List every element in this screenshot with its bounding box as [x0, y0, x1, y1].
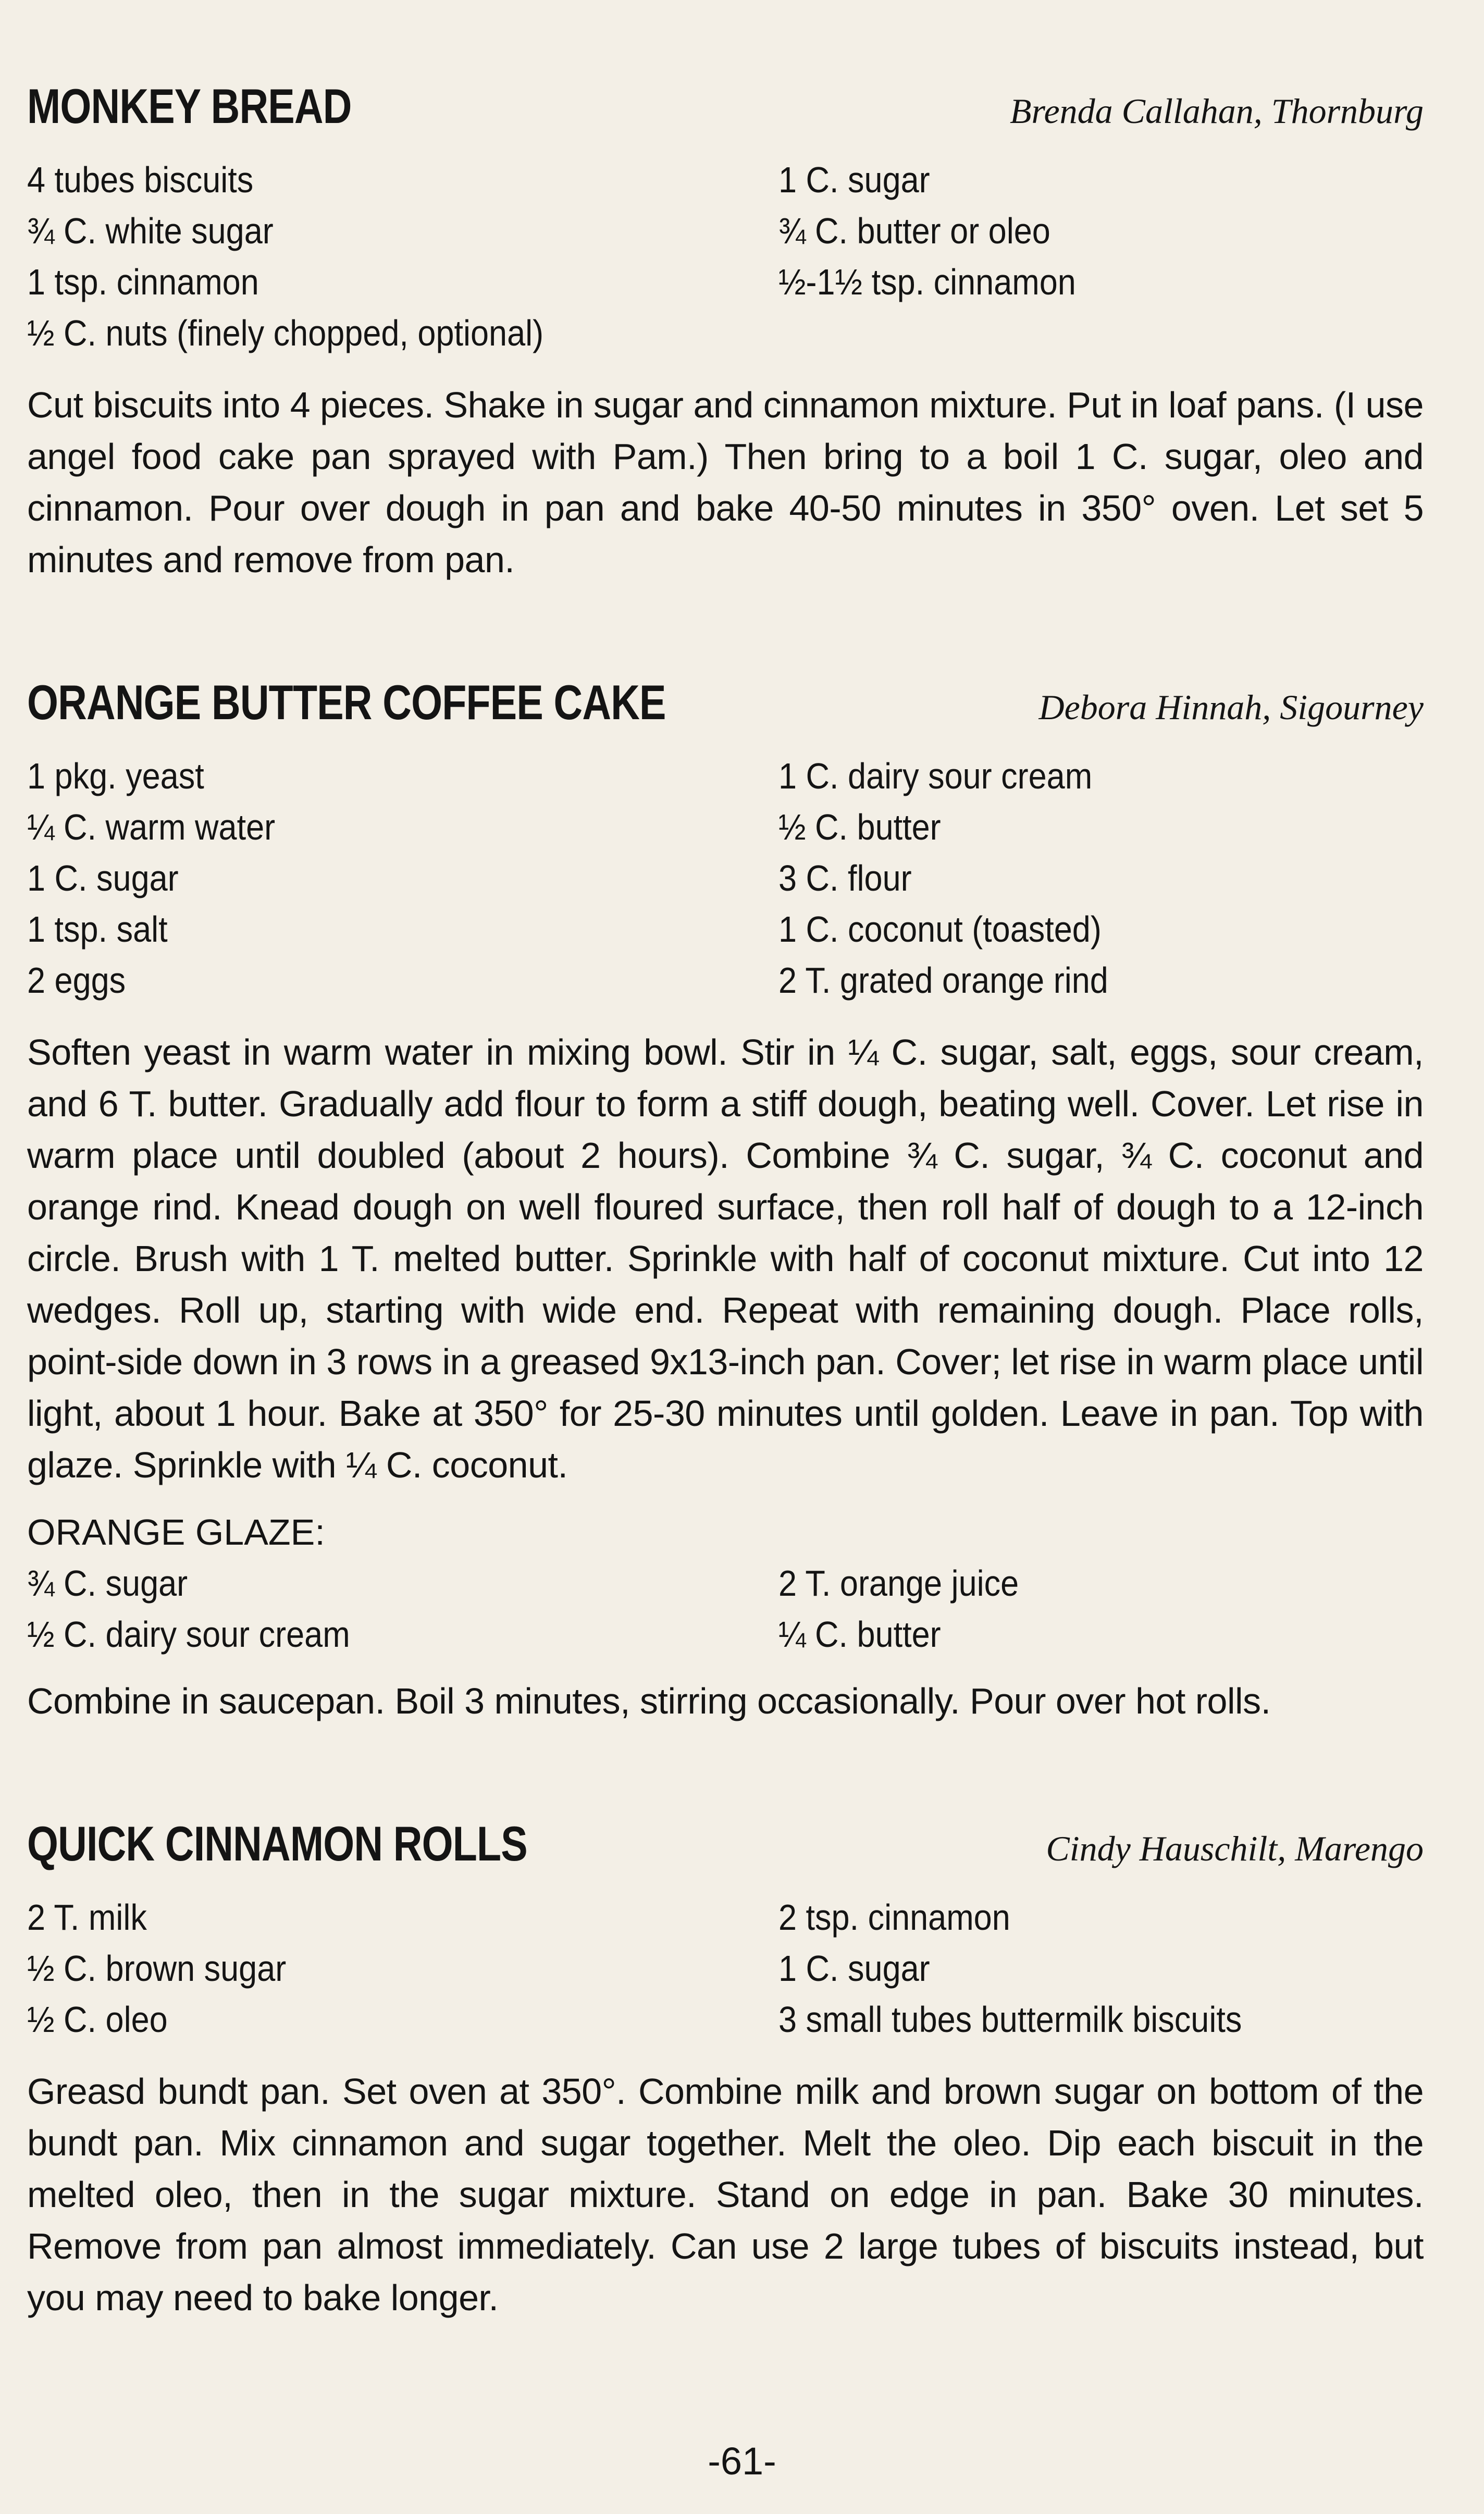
recipe-directions: Greasd bundt pan. Set oven at 350°. Combine milk and brown sugar on bottom of the bundt pan. Mix cinnamon and sugar together. Melt the oleo. Dip each biscuit in the melted oleo, then in the sugar mixture. Stand on edge in pan. Bake 30 minutes. Remove from pan almost immediately. Can use 2 large tubes of biscuits instead, but you may need to bake longer. [27, 2071, 1424, 2318]
recipe-directions: Cut biscuits into 4 pieces. Shake in sugar and cinnamon mixture. Put in loaf pans. (I use angel food cake pan sprayed with Pam.) Then bring to a boil 1 C. sugar, oleo and cinnamon. Pour over dough in pan and bake 40-50 minutes in 350° oven. Let set 5 minutes and remove from pan. [27, 385, 1424, 580]
ingredient: 2 T. milk [27, 1897, 147, 1938]
ingredient: ½ C. nuts (finely chopped, optional) [27, 313, 544, 353]
page-number: -61- [708, 2439, 776, 2483]
glaze-ingredient-list [27, 1558, 1424, 1660]
ingredient-column-right [778, 154, 1424, 359]
ingredient: ½ C. butter [778, 807, 941, 847]
recipe-author: Debora Hinnah, Sigourney [1038, 687, 1424, 727]
recipe-header [27, 78, 1424, 134]
ingredient-column-left [27, 154, 778, 359]
ingredient-list [27, 154, 1424, 359]
ingredient: ½ C. dairy sour cream [27, 1614, 350, 1655]
recipe-author: Cindy Hauschilt, Marengo [1046, 1829, 1424, 1868]
ingredient: 3 C. flour [778, 858, 912, 898]
recipe-directions: Soften yeast in warm water in mixing bowl. Stir in ¼ C. sugar, salt, eggs, sour cream, and 6 T. butter. Gradually add flour to form a stiff dough, beating well. Cover. Let rise in warm place until doubled (about 2 hours). Combine ¾ C. sugar, ¾ C. coconut and orange rind. Knead dough on well floured surface, then roll half of dough to a 12-inch circle. Brush with 1 T. melted butter. Sprinkle with half of coconut mixture. Cut into 12 wedges. Roll up, starting with wide end. Repeat with remaining dough. Place rolls, point-side down in 3 rows in a greased 9x13-inch pan. Cover; let rise in warm place until light, about 1 hour. Bake at 350° for 25-30 minutes until golden. Leave in pan. Top with glaze. Sprinkle with ¼ C. coconut. [27, 1032, 1424, 1485]
ingredient: 1 C. sugar [778, 1948, 930, 1989]
ingredient: ¾ C. white sugar [27, 211, 274, 251]
ingredient-column-right [778, 1558, 1424, 1660]
glaze-heading: ORANGE GLAZE: [27, 1512, 325, 1552]
ingredient: 1 pkg. yeast [27, 756, 204, 796]
ingredient: 1 C. sugar [778, 159, 930, 200]
ingredient: ¼ C. butter [778, 1614, 941, 1655]
recipe-author: Brenda Callahan, Thornburg [1009, 91, 1424, 131]
ingredient: 1 C. sugar [27, 858, 179, 898]
ingredient: 2 tsp. cinnamon [778, 1897, 1010, 1938]
recipe-monkey-bread [27, 78, 1424, 586]
ingredient: ¾ C. butter or oleo [778, 211, 1050, 251]
ingredient: 1 C. coconut (toasted) [778, 909, 1102, 950]
ingredient: ¾ C. sugar [27, 1563, 188, 1604]
recipe-title: ORANGE BUTTER COFFEE CAKE [27, 675, 666, 730]
ingredient: 2 eggs [27, 960, 126, 1001]
ingredient: ¼ C. warm water [27, 807, 276, 847]
ingredient-column-left [27, 750, 778, 1006]
ingredient: ½ C. oleo [27, 1999, 168, 2040]
ingredient: ½ C. brown sugar [27, 1948, 287, 1989]
ingredient-column-left [27, 1892, 778, 2045]
ingredient-column-right [778, 1892, 1424, 2045]
recipe-quick-cinnamon-rolls [27, 1816, 1424, 2324]
ingredient: 1 C. dairy sour cream [778, 756, 1093, 796]
recipe-header [27, 1816, 1424, 1872]
ingredient-column-left [27, 1558, 778, 1660]
ingredient: 3 small tubes buttermilk biscuits [778, 1999, 1242, 2040]
recipe-orange-butter-coffee-cake [27, 674, 1424, 1727]
ingredient: 2 T. grated orange rind [778, 960, 1108, 1001]
recipe-title: QUICK CINNAMON ROLLS [27, 1816, 527, 1871]
recipe-title: MONKEY BREAD [27, 79, 352, 133]
glaze-directions: Combine in saucepan. Boil 3 minutes, stirring occasionally. Pour over hot rolls. [27, 1681, 1271, 1721]
ingredient-list [27, 750, 1424, 1006]
ingredient: ½-1½ tsp. cinnamon [778, 262, 1076, 302]
cookbook-page [27, 78, 1424, 2412]
recipe-header [27, 674, 1424, 731]
ingredient: 4 tubes biscuits [27, 159, 254, 200]
ingredient: 1 tsp. salt [27, 909, 168, 950]
ingredient-list [27, 1892, 1424, 2045]
ingredient-column-right [778, 750, 1424, 1006]
ingredient: 1 tsp. cinnamon [27, 262, 259, 302]
ingredient: 2 T. orange juice [778, 1563, 1019, 1604]
